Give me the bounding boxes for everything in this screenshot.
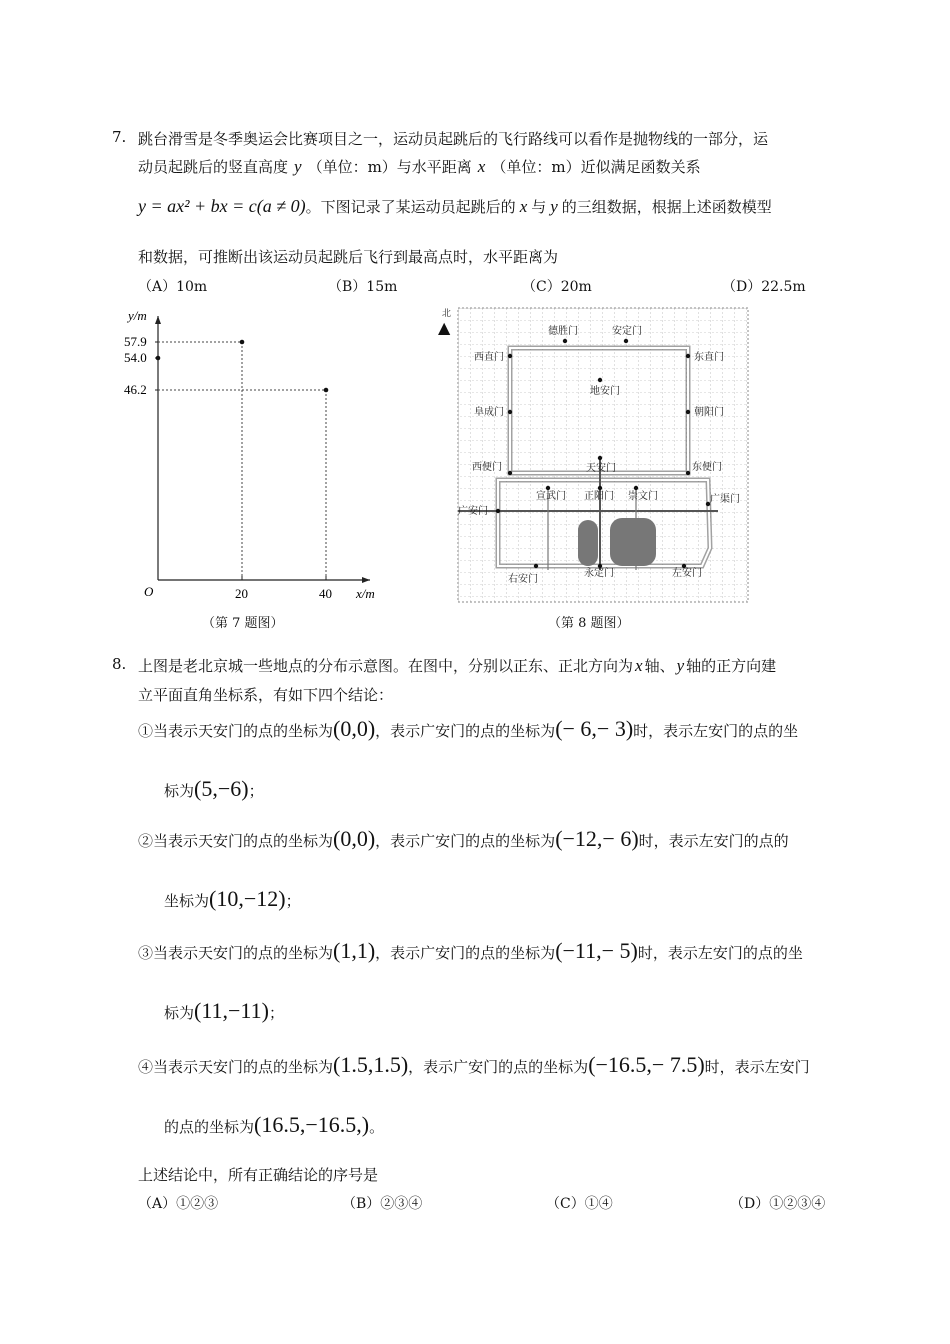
q8-label-xizhimen: 西直门 bbox=[474, 352, 504, 363]
q8-label-chongwenmen: 崇文门 bbox=[628, 491, 658, 502]
c4-text-a: ④当表示天安门的点的坐标为 bbox=[138, 1058, 334, 1076]
c1-text-e: ； bbox=[248, 782, 264, 800]
q8-point-zhengyangmen bbox=[598, 486, 602, 490]
y-axis-label: y/m bbox=[128, 308, 147, 323]
q7-line2-text-a: 动员起跳后的竖直高度 bbox=[138, 158, 289, 176]
c3-text-a: ③当表示天安门的点的坐标为 bbox=[138, 944, 334, 962]
c4-point-guanganmen: (−16.5,− 7.5) bbox=[588, 1052, 705, 1077]
c3-point-guanganmen: (−11,− 5) bbox=[555, 938, 638, 963]
q8-shaded-block-right bbox=[610, 518, 656, 566]
q8-conclusion-3-line1 bbox=[138, 938, 803, 964]
c1-point-guanganmen: (− 6,− 3) bbox=[555, 716, 634, 741]
q8-point-dongbianmen bbox=[686, 471, 690, 475]
q7-line3-text-a: 。下图记录了某运动员起跳后的 bbox=[305, 198, 516, 216]
c2-text-b: ，表示广安门的点的坐标为 bbox=[375, 832, 556, 850]
q7-line3-var-x: x bbox=[519, 197, 528, 216]
q7-var-y: y bbox=[294, 157, 302, 176]
q8-line1-end: 轴的正方向建 bbox=[686, 657, 777, 675]
q8-number: 8. bbox=[112, 655, 127, 673]
c2-text-a: ②当表示天安门的点的坐标为 bbox=[138, 832, 334, 850]
c4-text-c: 时，表示左安门 bbox=[704, 1058, 810, 1076]
x-tick-label: 20 bbox=[235, 586, 248, 601]
q8-point-guanganmen bbox=[496, 509, 500, 513]
q7-line2 bbox=[138, 156, 701, 177]
q7-number: 7. bbox=[112, 128, 127, 146]
c4-point-tiananmen: (1.5,1.5) bbox=[333, 1052, 409, 1077]
x-axis-label: x/m bbox=[356, 586, 375, 601]
q7-option-c: （C）20m bbox=[522, 279, 592, 295]
x-tick-label: 40 bbox=[319, 586, 332, 601]
c3-text-c: 时，表示左安门的点的坐 bbox=[637, 944, 803, 962]
c2-text-c: 时，表示左安门的点的 bbox=[638, 832, 789, 850]
q8-line1 bbox=[138, 655, 776, 676]
c4-text-e: 。 bbox=[369, 1118, 385, 1136]
q7-line2-text-b: （单位：m）与水平距离 bbox=[307, 158, 472, 176]
q8-conclusion-2-line1 bbox=[138, 826, 789, 852]
north-arrow-icon: ▲ bbox=[438, 318, 451, 337]
x-axis-arrow bbox=[362, 577, 370, 583]
c2-point-guanganmen: (−12,− 6) bbox=[555, 826, 639, 851]
c2-point-tiananmen: (0,0) bbox=[333, 826, 376, 851]
c1-point-tiananmen: (0,0) bbox=[333, 716, 376, 741]
q7-chart bbox=[120, 300, 390, 600]
c4-text-d: 的点的坐标为 bbox=[164, 1118, 255, 1136]
q8-ask: 上述结论中，所有正确结论的序号是 bbox=[138, 1166, 379, 1184]
y-tick-label: 54.0 bbox=[124, 350, 147, 365]
q7-line4: 和数据，可推断出该运动员起跳后飞行到最高点时，水平距离为 bbox=[138, 248, 559, 266]
q8-label-yongdingmen: 永定门 bbox=[584, 568, 614, 579]
q8-option-a: （A）①②③ bbox=[138, 1196, 219, 1212]
q8-label-dongzhimen: 东直门 bbox=[694, 352, 724, 363]
q8-label-andingmen: 安定门 bbox=[612, 326, 642, 337]
q7-var-x: x bbox=[477, 157, 486, 176]
q8-line2: 立平面直角坐标系，有如下四个结论： bbox=[138, 686, 394, 704]
y-tick-label: 46.2 bbox=[124, 382, 147, 397]
c1-text-a: ①当表示天安门的点的坐标为 bbox=[138, 722, 334, 740]
q8-shaded-block-left bbox=[578, 520, 598, 566]
q8-label-dongbianmen: 东便门 bbox=[692, 462, 722, 473]
q8-conclusion-3-line2 bbox=[164, 998, 284, 1024]
q8-label-deshengmen: 德胜门 bbox=[548, 326, 578, 337]
q8-label-youanmen: 右安门 bbox=[508, 574, 538, 585]
q7-option-a: （A）10m bbox=[138, 279, 208, 295]
q8-label-zuoanmen: 左安门 bbox=[672, 568, 702, 579]
q8-conclusion-2-line2 bbox=[164, 886, 301, 912]
q8-map-svg bbox=[442, 308, 748, 602]
q8-north-label: 北 bbox=[442, 309, 452, 319]
q7-formula: y = ax² + bx = c(a ≠ 0) bbox=[138, 196, 306, 216]
c1-point-zuoanmen: (5,−6) bbox=[194, 776, 249, 801]
q7-line3-text-b: 与 bbox=[531, 198, 547, 216]
data-point bbox=[324, 388, 329, 393]
q8-point-andingmen bbox=[624, 339, 628, 343]
q8-point-chongwenmen bbox=[634, 486, 638, 490]
q8-point-dianmen bbox=[598, 378, 602, 382]
q8-option-d: （D）①②③④ bbox=[730, 1196, 826, 1212]
q8-option-c: （C）①④ bbox=[546, 1196, 613, 1212]
q8-line1-mid: 轴、 bbox=[644, 657, 675, 675]
c4-text-b: ，表示广安门的点的坐标为 bbox=[408, 1058, 589, 1076]
q8-line1-text: 上图是老北京城一些地点的分布示意图。在图中，分别以正东、正北方向为 bbox=[138, 657, 634, 675]
origin-label: O bbox=[144, 584, 154, 599]
q8-var-y: y bbox=[676, 656, 685, 675]
q7-line3-var-y: y bbox=[550, 197, 558, 216]
q7-line3 bbox=[138, 196, 772, 217]
data-point bbox=[240, 340, 245, 345]
c2-text-d: 坐标为 bbox=[164, 892, 210, 910]
c1-text-c: 时，表示左安门的点的坐 bbox=[633, 722, 799, 740]
data-point bbox=[156, 356, 161, 361]
q7-option-d: （D）22.5m bbox=[722, 279, 806, 295]
c3-text-e: ； bbox=[268, 1004, 284, 1022]
q8-var-x: x bbox=[635, 656, 643, 675]
q8-point-youanmen bbox=[534, 564, 538, 568]
c3-point-zuoanmen: (11,−11) bbox=[194, 998, 269, 1023]
q8-label-tiananmen: 天安门 bbox=[586, 463, 616, 474]
q7-option-b: （B）15m bbox=[328, 279, 398, 295]
q8-conclusion-1-line2 bbox=[164, 776, 264, 802]
q8-figure-caption: （第 8 题图） bbox=[548, 616, 630, 631]
q8-point-xibianmen bbox=[508, 471, 512, 475]
q7-line2-text-c: （单位：m）近似满足函数关系 bbox=[491, 158, 701, 176]
q8-point-xizhimen bbox=[508, 354, 512, 358]
q8-conclusion-1-line1 bbox=[138, 716, 798, 742]
c2-point-zuoanmen: (10,−12) bbox=[209, 886, 286, 911]
q8-point-chaoyangmen bbox=[686, 410, 690, 414]
q8-label-guangqumen: 广渠门 bbox=[710, 494, 740, 505]
q7-line3-text-c: 的三组数据，根据上述函数模型 bbox=[561, 198, 772, 216]
q8-conclusion-4-line2 bbox=[164, 1112, 384, 1138]
c1-text-b: ，表示广安门的点的坐标为 bbox=[375, 722, 556, 740]
q8-label-dianmen: 地安门 bbox=[590, 386, 620, 397]
q8-label-guanganmen: 广安门 bbox=[458, 506, 488, 517]
q7-line1: 跳台滑雪是冬季奥运会比赛项目之一，运动员起跳后的飞行路线可以看作是抛物线的一部分，运 bbox=[138, 130, 769, 148]
q8-label-xibianmen: 西便门 bbox=[472, 462, 502, 473]
c4-point-zuoanmen: (16.5,−16.5,) bbox=[254, 1112, 370, 1137]
q8-point-dongzhimen bbox=[686, 354, 690, 358]
q8-label-xuanwumen: 宣武门 bbox=[536, 491, 566, 502]
q8-point-fuchengmen bbox=[508, 410, 512, 414]
q8-point-xuanwumen bbox=[546, 486, 550, 490]
c3-point-tiananmen: (1,1) bbox=[333, 938, 376, 963]
c1-text-d: 标为 bbox=[164, 782, 195, 800]
q8-label-fuchengmen: 阜成门 bbox=[474, 407, 504, 418]
y-axis-arrow bbox=[155, 316, 161, 324]
y-tick-label: 57.9 bbox=[124, 334, 147, 349]
c3-text-b: ，表示广安门的点的坐标为 bbox=[375, 944, 556, 962]
q8-point-tiananmen bbox=[598, 456, 602, 460]
q8-conclusion-4-line1 bbox=[138, 1052, 810, 1078]
q7-figure-caption: （第 7 题图） bbox=[202, 616, 284, 631]
c2-text-e: ； bbox=[285, 892, 301, 910]
q8-option-b: （B）②③④ bbox=[342, 1196, 423, 1212]
q8-map bbox=[442, 308, 748, 602]
q8-label-chaoyangmen: 朝阳门 bbox=[694, 407, 724, 418]
q8-label-zhengyangmen: 正阳门 bbox=[584, 491, 614, 502]
q8-point-deshengmen bbox=[563, 339, 567, 343]
c3-text-d: 标为 bbox=[164, 1004, 195, 1022]
